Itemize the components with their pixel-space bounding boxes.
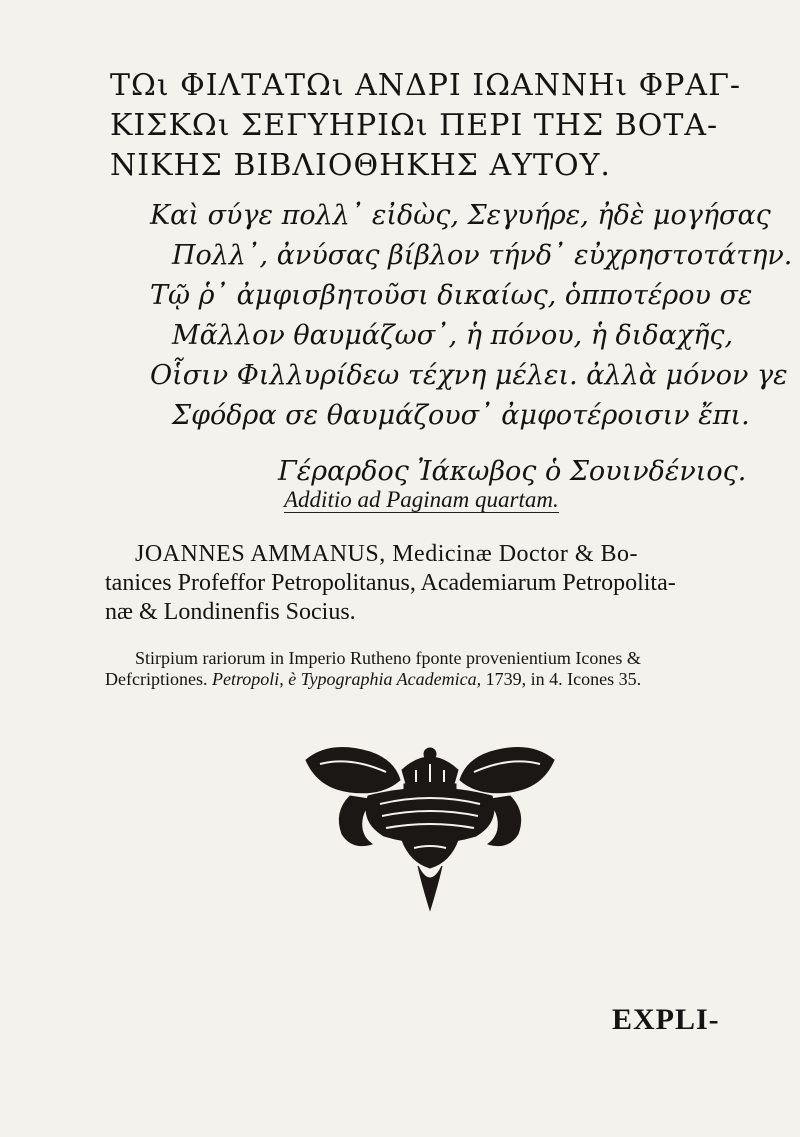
catchword: EXPLI-	[612, 1003, 720, 1036]
poem-line: Καὶ σύγε πολλ᾽ εἰδὼς, Σεγυήρε, ἠδὲ μογήσας	[150, 200, 771, 231]
bibliographic-entry	[105, 540, 760, 627]
description-line: Stirpium rariorum in Imperio Rutheno fponte provenientium Icones &	[135, 648, 641, 668]
entry-line: tanices Profeffor Petropolitanus, Academiarum Petropolita-	[105, 570, 676, 596]
heading-line: ΝΙΚΗΣ ΒΙΒΛΙΟΘΗΚΗΣ ΑΥΤΟΥ.	[110, 148, 611, 183]
floral-crown-ornament-icon	[290, 740, 570, 912]
poem-signature: Γέραρδος Ἰάκωβος ὁ Σουινδένιος.	[278, 456, 747, 487]
heading-line: ΚΙΣΚΩι ΣΕΓΥΗΡΙΩι ΠΕΡΙ ΤΗΣ ΒΟΤΑ-	[110, 108, 719, 143]
poem-line: Οἷσιν Φιλλυρίδεω τέχνη μέλει. ἀλλὰ μόνον γε	[150, 360, 788, 391]
ornament-graphic	[290, 740, 570, 912]
description-end: 1739, in 4. Icones 35.	[485, 669, 642, 689]
poem-line: Τῷ ῥ᾽ ἀμφισβητοῦσι δικαίως, ὁπποτέρου σε	[150, 280, 753, 311]
description-start: Defcriptiones.	[105, 669, 208, 689]
poem-line: Πολλ᾽, ἀνύσας βίβλον τήνδ᾽ εὐχρηστοτάτην.	[172, 240, 793, 271]
poem-line: Σφόδρα σε θαυμάζουσ᾽ ἀμφοτέροισιν ἔπι.	[172, 400, 750, 431]
greek-poem	[150, 196, 793, 492]
dedication-heading	[110, 66, 750, 186]
entry-description	[105, 648, 765, 690]
entry-line: JOANNES AMMANUS, Medicinæ Doctor & Bo-	[135, 541, 639, 567]
imprint-text: Petropoli, è Typographia Academica,	[211, 669, 482, 689]
heading-line: ΤΩι ΦΙΛΤΑΤΩι ΑΝΔΡΙ ΙΩΑΝΝΗι ΦΡΑΓ-	[110, 68, 742, 103]
poem-line: Μᾶλλον θαυμάζωσ᾽, ἡ πόνου, ἡ διδαχῆς,	[172, 320, 734, 351]
addition-heading: Additio ad Paginam quartam.	[284, 487, 559, 512]
entry-line: næ & Londinenfis Socius.	[105, 599, 356, 625]
description-line	[105, 669, 765, 690]
